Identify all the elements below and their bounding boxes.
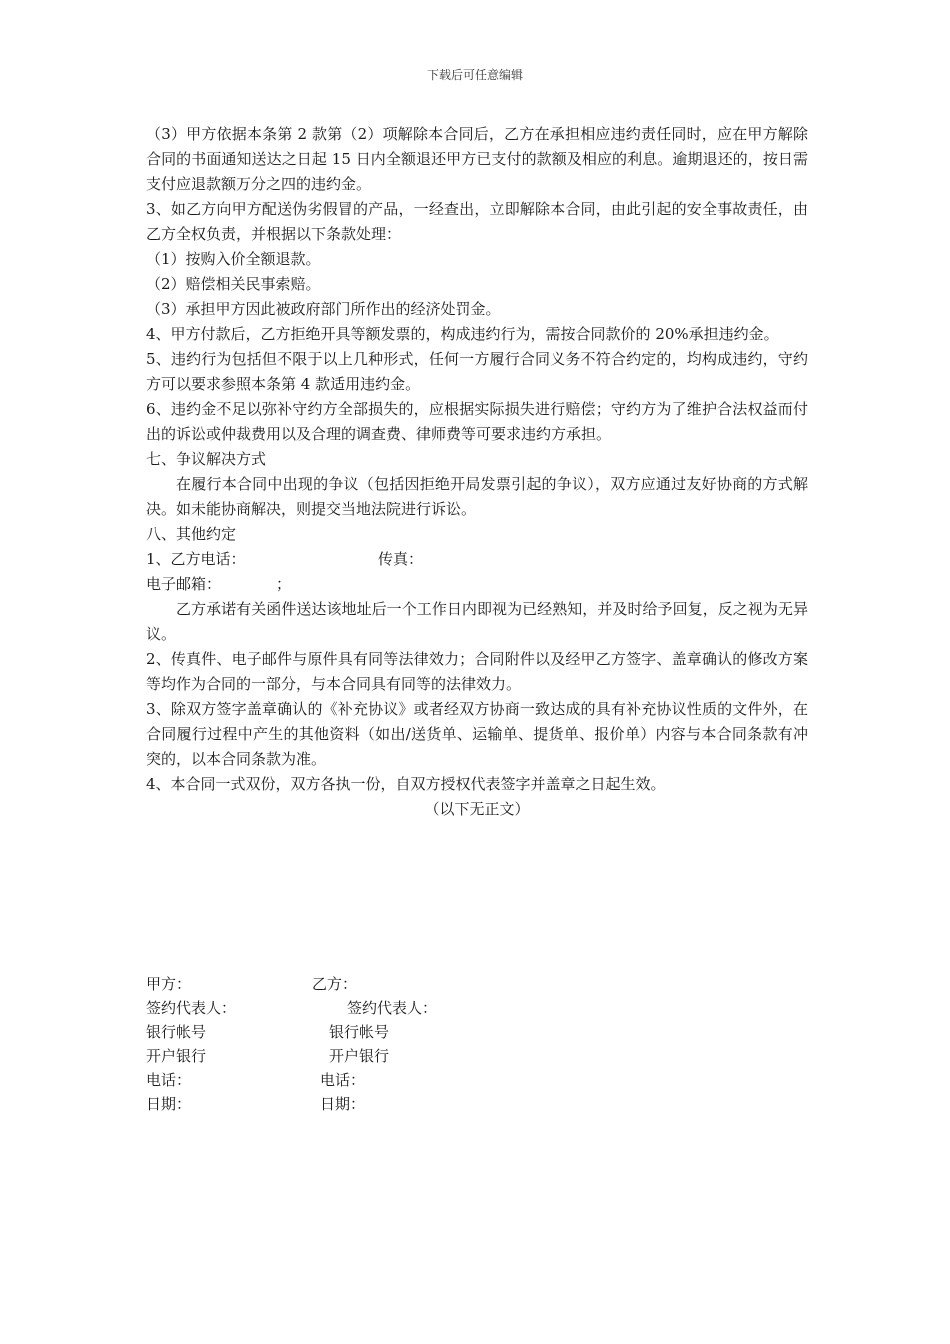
bank-a-label: 开户银行 bbox=[146, 1047, 207, 1065]
rep-b-label: 签约代表人： bbox=[347, 999, 438, 1017]
paragraph-item-3: （3）承担甲方因此被政府部门所作出的经济处罚金。 bbox=[146, 300, 501, 318]
section-heading-dispute: 七、争议解决方式 bbox=[146, 450, 267, 468]
party-b-label: 乙方： bbox=[312, 975, 358, 993]
paragraph-fax-validity: 2、传真件、电子邮件与原件具有同等法律效力；合同附件以及经甲乙方签字、盖章确认的修改方案等均作为合同的一部分，与本合同具有同等的法律效力。 bbox=[146, 650, 808, 693]
paragraph-invoice-clause: 4、甲方付款后，乙方拒绝开具等额发票的，构成违约行为，需按合同款价的 20%承担违约金。 bbox=[146, 325, 779, 343]
phone-b-label: 电话： bbox=[320, 1071, 366, 1089]
sig-row-bank-account bbox=[146, 1020, 646, 1044]
fax-label: 传真： bbox=[378, 550, 424, 568]
email-separator: ； bbox=[276, 575, 292, 593]
paragraph-breach-forms: 5、违约行为包括但不限于以上几种形式，任何一方履行合同义务不符合约定的，均构成违约，守约方可以要求参照本条第 4 款适用违约金。 bbox=[146, 350, 808, 393]
sig-row-date bbox=[146, 1092, 646, 1116]
sig-row-bank bbox=[146, 1044, 646, 1068]
sig-row-representative bbox=[146, 996, 646, 1020]
phone-label: 1、乙方电话： bbox=[146, 550, 246, 568]
header-note: 下载后可任意编辑 bbox=[426, 68, 523, 82]
paragraph-notice-delivery: 乙方承诺有关函件送达该地址后一个工作日内即视为已经熟知，并及时给予回复，反之视为无异议。 bbox=[146, 600, 808, 643]
paragraph-damages: 6、违约金不足以弥补守约方全部损失的，应根据实际损失进行赔偿；守约方为了维护合法权益而付出的诉讼或仲裁费用以及合理的调查费、律师费等可要求违约方承担。 bbox=[146, 400, 808, 443]
signature-block bbox=[146, 972, 646, 1116]
phone-a-label: 电话： bbox=[146, 1071, 192, 1089]
contact-row-phone-fax bbox=[146, 547, 808, 572]
contract-body bbox=[146, 122, 808, 822]
date-a-label: 日期： bbox=[146, 1095, 192, 1113]
paragraph-counterfeit-clause: 3、如乙方向甲方配送伪劣假冒的产品，一经查出，立即解除本合同，由此引起的安全事故责任，由乙方全权负责，并根据以下条款处理： bbox=[146, 200, 808, 243]
section-heading-other: 八、其他约定 bbox=[146, 525, 237, 543]
party-a-label: 甲方： bbox=[146, 975, 192, 993]
contact-row-email bbox=[146, 572, 808, 597]
paragraph-supplementary: 3、除双方签字盖章确认的《补充协议》或者经双方协商一致达成的具有补充协议性质的文件外，在合同履行过程中产生的其他资料（如出/送货单、运输单、提货单、报价单）内容与本合同条款有冲突的，以本合同条款为准。 bbox=[146, 700, 808, 768]
bank-account-a-label: 银行帐号 bbox=[146, 1023, 207, 1041]
bank-account-b-label: 银行帐号 bbox=[329, 1023, 390, 1041]
sig-row-party bbox=[146, 972, 646, 996]
bank-b-label: 开户银行 bbox=[329, 1047, 390, 1065]
sig-row-phone bbox=[146, 1068, 646, 1092]
email-label: 电子邮箱： bbox=[146, 575, 222, 593]
paragraph-copies: 4、本合同一式双份，双方各执一份，自双方授权代表签字并盖章之日起生效。 bbox=[146, 775, 666, 793]
paragraph-item-2: （2）赔偿相关民事索赔。 bbox=[146, 275, 321, 293]
paragraph-refund-clause: （3）甲方依据本条第 2 款第（2）项解除本合同后，乙方在承担相应违约责任同时，应在甲方解除合同的书面通知送达之日起 15 日内全额退还甲方已支付的款额及相应的利息。逾期退还的，按日需支付应退款额万分之四的违约金。 bbox=[146, 125, 808, 193]
end-note: （以下无正文） bbox=[424, 800, 530, 818]
paragraph-item-1: （1）按购入价全额退款。 bbox=[146, 250, 321, 268]
date-b-label: 日期： bbox=[320, 1095, 366, 1113]
paragraph-dispute-resolution: 在履行本合同中出现的争议（包括因拒绝开局发票引起的争议），双方应通过友好协商的方式解决。如未能协商解决，则提交当地法院进行诉讼。 bbox=[146, 475, 808, 518]
rep-a-label: 签约代表人： bbox=[146, 999, 237, 1017]
